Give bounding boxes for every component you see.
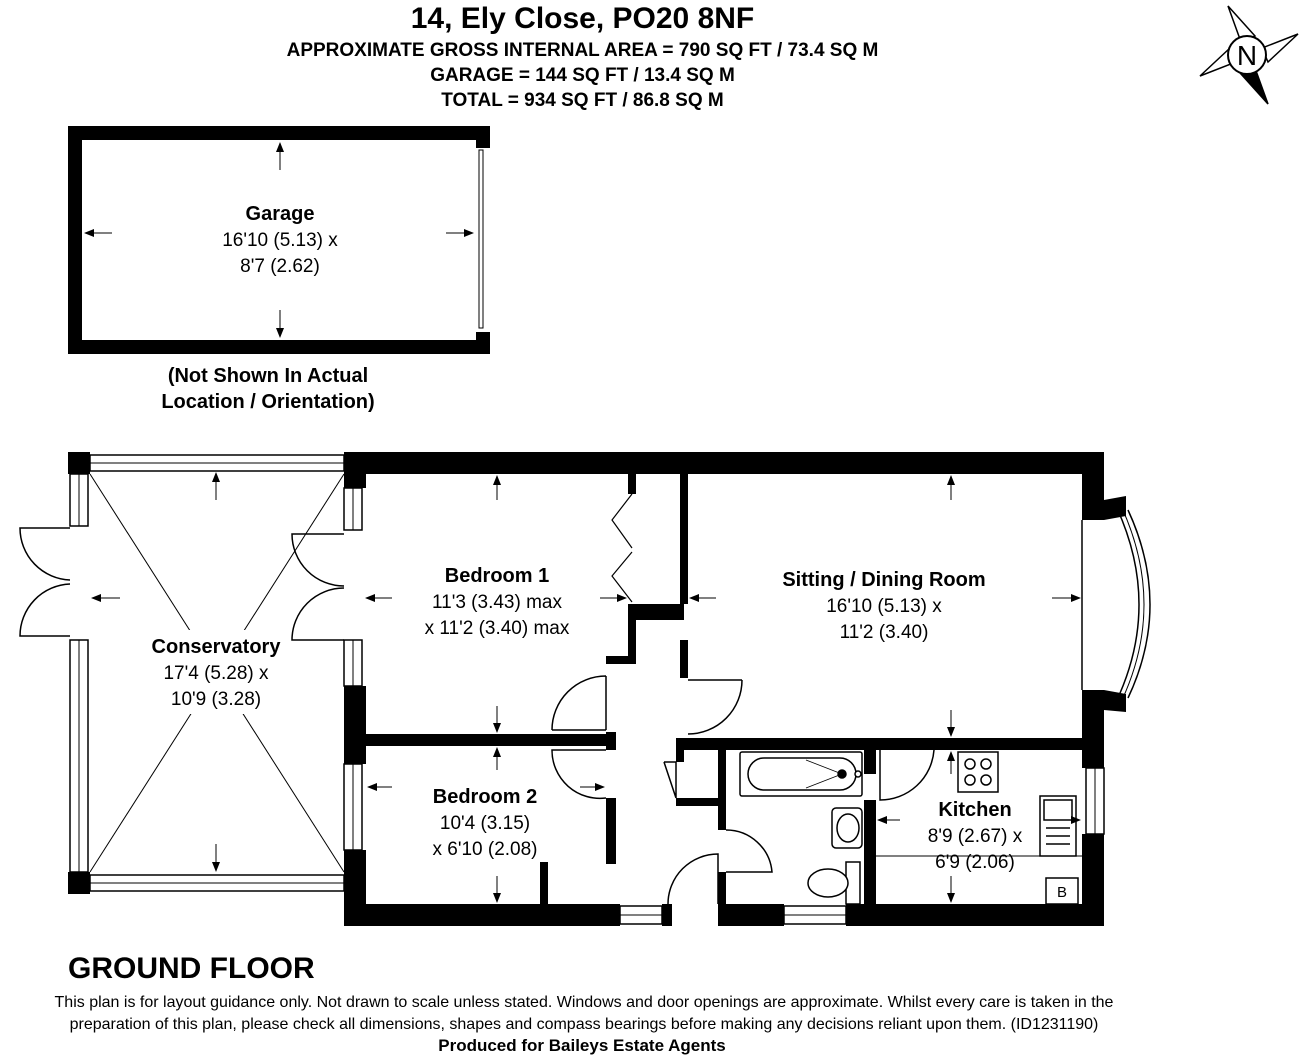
conservatory-dim-1: 17'4 (5.28) x [163,663,269,684]
compass-rose-icon [1200,6,1298,104]
sitting-room-dim-1: 16'10 (5.13) x [826,596,942,617]
left-windows [292,488,362,850]
disclaimer-line-2: preparation of this plan, please check all dimensions, shapes and compass bearings before making any decisions reliant upon them. (ID1231190) [69,1016,1099,1033]
wardrobe-doors [612,494,632,602]
produced-for-credit: Produced for Baileys Estate Agents [438,1036,726,1055]
garage-note-line-2: Location / Orientation) [161,391,375,413]
garage-note-line-1: (Not Shown In Actual [167,365,369,387]
garage-label: Garage [245,203,315,225]
conservatory-dim-2: 10'9 (3.28) [170,689,262,710]
bedroom2-dim-1: 10'4 (3.15) [439,813,531,834]
total-area: TOTAL = 934 SQ FT / 86.8 SQ M [441,90,724,111]
kitchen-window [1086,768,1104,834]
bedroom2-dim-2: x 6'10 (2.08) [432,839,538,860]
garage-dim-2: 8'7 (2.62) [240,256,320,277]
boiler-label: B [1056,884,1068,901]
bedroom2-label: Bedroom 2 [432,786,538,808]
sitting-room-dim-2: 11'2 (3.40) [839,622,929,643]
conservatory-plan [20,452,344,894]
disclaimer-line-1: This plan is for layout guidance only. Not drawn to scale unless stated. Windows and door openings are approximate. Whilst every care is taken in the [54,994,1114,1011]
sitting-room-label: Sitting / Dining Room [782,569,986,591]
bedroom1-dim-1: 11'3 (3.43) max [431,592,563,613]
kitchen-dim-1: 8'9 (2.67) x [927,826,1023,847]
disclaimer [0,992,1168,1036]
bedroom1-label: Bedroom 1 [444,565,550,587]
garage-location-note [130,363,406,415]
plan-title: 14, Ely Close, PO20 8NF [410,2,755,35]
compass-north-letter: N [1236,40,1258,71]
conservatory-label: Conservatory [151,636,281,658]
bathroom-fittings [740,752,862,904]
garage-dim-1: 16'10 (5.13) x [222,230,338,251]
gross-internal-area: APPROXIMATE GROSS INTERNAL AREA = 790 SQ FT / 73.4 SQ M [286,40,879,61]
garage-area: GARAGE = 144 SQ FT / 13.4 SQ M [430,65,735,86]
bedroom1-dim-2: x 11'2 (3.40) max [424,618,570,639]
bay-window [1082,506,1150,702]
kitchen-label: Kitchen [938,799,1012,821]
floor-label: GROUND FLOOR [68,952,315,985]
kitchen-dim-2: 6'9 (2.06) [935,852,1015,873]
garage-plan [68,126,490,354]
